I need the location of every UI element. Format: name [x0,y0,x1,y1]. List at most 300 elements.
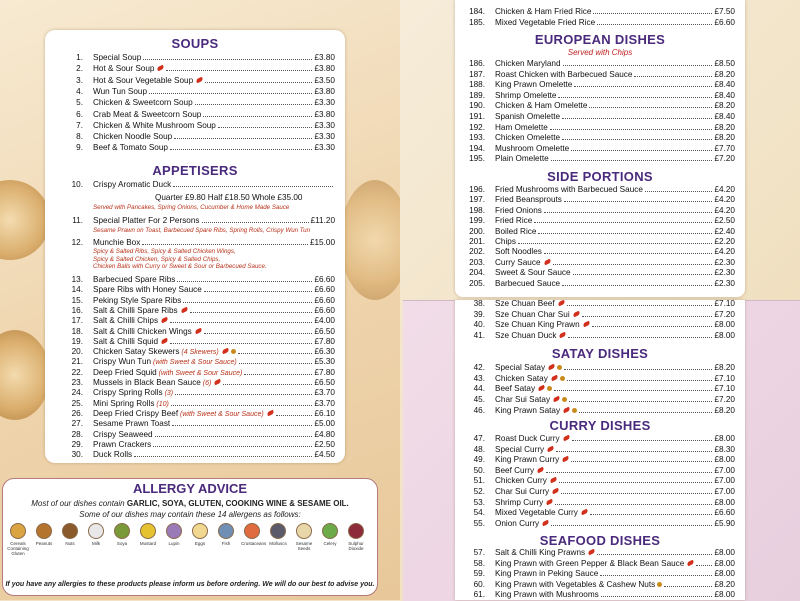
item-number: 46. [473,405,485,415]
item-price: £2.30 [714,268,735,278]
item-name-text: Duck Rolls [93,450,133,460]
chili-icon [557,300,565,307]
item-name [93,120,216,131]
item-price: £3.30 [314,98,335,108]
item-name-text: Soft Noodles [495,247,542,257]
item-name-text: Curry Sauce [495,257,541,267]
item-number: 186. [469,59,485,68]
dot-leader [202,222,309,223]
menu-item [455,132,735,143]
allergen-item [189,523,211,546]
allergen-item [33,523,55,546]
menu-item [455,184,735,195]
item-number: 200. [469,226,485,236]
chili-icon [543,259,551,266]
item-number: 7. [76,120,83,130]
chili-icon [542,520,550,527]
dot-leader [569,401,712,402]
item-name [495,184,643,195]
allergen-item [111,523,133,546]
item-extra: (with Sweet & Sour Sauce) [156,369,243,377]
dot-leader [546,472,712,473]
item-price: £6.30 [314,347,335,357]
allergen-icon [88,523,104,539]
chili-icon [194,327,202,334]
item-name [93,215,200,226]
allergen-icon [218,523,234,539]
menu-item [455,58,735,69]
item-name [495,143,569,154]
item-name-text: Munchie Box [93,238,141,247]
item-name [495,444,554,455]
menu-item [455,298,735,309]
dot-leader [170,149,312,150]
item-price: £2.50 [314,439,335,449]
dot-leader [568,337,712,338]
dot-leader [562,139,712,140]
item-number: 55. [473,518,485,528]
item-number: 54. [473,508,485,518]
item-note: Spicy & Salted Chicken, Spicy & Salted Chips, [93,255,221,263]
item-name-text: Onion Curry [495,518,540,528]
item-note: Served with Pancakes, Spring Onions, Cucumber & Home Made Sauce [93,204,290,211]
dot-leader [538,233,712,234]
allergy-advice-box [2,478,378,596]
allergen-icon [62,523,78,539]
menu-item [455,122,735,133]
chili-icon [548,364,556,371]
allergen-label: Fish [221,541,231,546]
item-name [93,52,141,63]
item-number: 1. [76,53,83,62]
menu-item [455,236,735,247]
item-number: 29. [71,439,83,449]
dot-leader [559,482,712,483]
item-name [495,79,572,90]
menu-item [55,131,335,142]
item-number: 18. [71,326,83,336]
dot-leader [550,129,712,130]
item-name-text: Mixed Vegetable Fried Rice [495,18,596,27]
menu-item [455,475,735,486]
item-price: £8.50 [714,59,735,68]
dot-leader [218,127,312,128]
dot-leader [562,118,712,119]
dot-leader [238,353,312,354]
chili-icon [538,385,546,392]
item-name-text: Hot & Sour Vegetable Soup [93,75,194,85]
item-price: £6.60 [714,18,735,27]
chili-icon [572,310,580,317]
item-number: 61. [473,590,485,600]
chili-icon [161,317,169,324]
dot-leader [634,76,712,77]
item-extra: (4 Skewers) [179,349,219,357]
item-name-text: Char Sui Curry [495,487,550,496]
menu-item [455,257,735,268]
european-side-panel [455,0,745,297]
menu-item [55,179,335,190]
item-name-text: Chicken & Ham Fried Rice [495,7,592,16]
allergen-icon [322,523,338,539]
dot-leader [567,305,712,306]
menu-item [455,100,735,111]
item-number: 194. [469,143,485,153]
item-name-text: King Prawn in Peking Sauce [495,569,599,579]
menu-item [455,267,735,278]
item-name [93,142,168,153]
item-name [495,373,565,384]
curry-heading: CURRY DISHES [549,418,651,433]
item-name-text: Spanish Omelette [495,112,561,121]
item-name-text: Salt & Chilli Chips [93,316,159,326]
dot-leader [195,104,312,105]
dot-leader [544,212,712,213]
allergen-icon [296,523,312,539]
allergen-icon [166,523,182,539]
item-name-text: Prawn Crackers [93,439,152,449]
menu-item [455,454,735,465]
item-name-text: Mussels in Black Bean Sauce [93,378,201,387]
item-number: 23. [71,378,83,387]
item-note: Chicken Balls with Curry or Sweet & Sour or Barbecued Sauce. [93,263,267,270]
item-name [93,131,172,142]
chili-icon [549,477,557,484]
item-price: £3.30 [314,143,335,153]
item-name-text: Deep Fried Squid [93,367,157,377]
item-name-text: Salt & Chilli Spare Ribs [93,305,178,315]
menu-item [55,449,335,460]
dot-leader [223,384,312,385]
dot-leader [562,285,712,286]
item-number: 185. [469,18,485,27]
item-number: 188. [469,80,485,90]
item-number: 195. [469,154,485,164]
item-name-text: King Prawn Curry [495,455,560,465]
allergen-label: Cereals Containing Gluten [7,541,29,556]
item-number: 20. [71,347,83,357]
item-name-text: Crispy Seaweed [93,429,153,439]
menu-item [455,383,735,394]
item-number: 5. [76,98,83,108]
seafood-heading: SEAFOOD DISHES [539,533,661,548]
dot-leader [166,70,312,71]
dot-leader [553,264,712,265]
item-number: 201. [469,237,485,246]
menu-item [455,433,735,444]
item-name [495,394,567,405]
item-number: 191. [469,112,485,121]
menu-item [455,153,735,164]
item-name [495,589,599,600]
menu-item [55,120,335,131]
item-price: £15.00 [309,238,335,247]
item-name-text: Chicken Noodle Soup [93,132,173,142]
menu-item [455,373,735,384]
chili-icon [157,65,165,72]
menu-item [455,362,735,373]
allergen-item [293,523,315,551]
item-name-text: King Prawn with Vegetables & Cashew Nuts [495,579,656,589]
menu-item [455,568,735,579]
item-name [93,97,193,108]
item-price: £5.90 [714,518,735,528]
chili-icon [537,467,545,474]
menu-item [455,6,735,17]
allergen-item [241,523,267,546]
dot-leader [645,191,712,192]
item-number: 17. [71,316,83,326]
item-number: 30. [71,450,83,460]
item-extra: (3) [162,390,174,398]
item-number: 197. [469,195,485,205]
item-price: £7.10 [714,373,735,383]
menu-item [55,97,335,108]
menu-item [455,69,735,80]
chili-icon [582,321,590,328]
menu-item [455,194,735,205]
dot-leader [597,554,712,555]
dot-leader [174,138,312,139]
allergen-icon [114,523,130,539]
allergen-icon [270,523,286,539]
item-number: 39. [473,309,485,319]
item-price: £7.20 [714,154,735,164]
menu-item [455,90,735,101]
item-name [93,75,203,86]
item-number: 26. [71,408,83,418]
item-price: £7.00 [714,487,735,496]
dot-leader [597,24,712,25]
item-price: £8.00 [714,434,735,443]
item-price: £6.60 [714,508,735,518]
item-price: £8.20 [714,133,735,143]
item-number: 49. [473,455,485,465]
item-price: £4.20 [714,247,735,257]
item-name [495,90,556,101]
allergen-item [7,523,29,556]
item-number: 41. [473,331,485,341]
duck-prices: Quarter £9.80 Half £18.50 Whole £35.00 [155,193,303,202]
item-name [495,298,565,309]
dot-leader [555,504,712,505]
item-extra: (10) [154,400,169,408]
item-name [495,330,566,341]
allergen-item [319,523,341,546]
item-name-text: Beef & Tomato Soup [93,143,168,153]
dot-leader [593,13,712,14]
allergy-common-ingredients: Most of our dishes contain GARLIC, SOYA, GLUTEN, COOKING WINE & SESAME OIL. [31,499,349,508]
allergen-label: Soya [116,541,128,546]
item-price: £6.50 [314,378,335,387]
dot-leader [556,451,712,452]
item-price: £7.80 [314,367,335,377]
item-name-text: Roast Chicken with Barbecued Sauce [495,69,633,79]
item-number: 184. [469,7,485,16]
dot-leader [590,514,712,515]
menu-item [455,319,735,330]
dot-leader [153,446,312,447]
item-name [495,362,562,373]
dot-leader [276,415,312,416]
chili-icon [547,445,555,452]
item-number: 14. [71,285,83,295]
dot-leader [563,65,712,66]
item-number: 192. [469,122,485,132]
item-extra: (with Sweet & Sour Sauce) [151,359,237,367]
dot-leader [175,394,312,395]
item-price: £3.70 [314,398,335,408]
item-name [93,63,164,74]
dot-leader [518,243,712,244]
item-price: £6.50 [314,326,335,336]
item-price: £3.50 [314,75,335,85]
dot-leader [143,59,312,60]
european-subtitle: Served with Chips [567,48,633,57]
dot-leader [601,596,712,597]
allergen-item [163,523,185,546]
allergen-label: Lupin [168,541,180,546]
item-number: 10. [71,180,83,189]
item-number: 190. [469,101,485,111]
menu-item [55,142,335,153]
item-price: £7.80 [314,336,335,346]
allergen-label: Eggs [194,541,206,546]
item-name-text: Boiled Rice [495,226,537,236]
dot-leader [589,107,712,108]
menu-item [455,394,735,405]
item-name [495,69,632,80]
chili-icon [214,379,222,386]
item-price: £2.30 [714,257,735,267]
item-name-text: Mushroom Omelette [495,143,570,153]
dot-leader [558,97,712,98]
item-name-text: Chicken & White Mushroom Soup [93,120,216,130]
item-name-text: Fried Mushrooms with Barbecued Sauce [495,185,643,194]
menu-item [455,465,735,476]
allergen-label: Peanuts [35,541,53,546]
item-name [495,579,662,590]
item-name-text: Chips [495,237,516,246]
menu-item [455,444,735,455]
item-number: 44. [473,384,485,394]
dot-leader [600,575,712,576]
item-price: £2.50 [714,216,735,226]
item-number: 4. [76,86,83,96]
item-name-text: Sze Chuan Duck [495,331,557,341]
nut-icon [657,582,662,587]
dot-leader [573,274,712,275]
item-name [495,58,561,69]
item-price: £8.00 [714,455,735,465]
menu-item [55,215,335,226]
item-price: £8.00 [714,548,735,557]
item-name [495,226,536,237]
item-price: £8.00 [714,569,735,579]
item-price: £7.70 [714,143,735,153]
dot-leader [204,333,312,334]
dot-leader [571,150,712,151]
menu-item [455,330,735,341]
item-name-text: King Prawn with Green Pepper & Black Bean Sauce [495,558,685,568]
allergen-label: Molluscs [269,541,287,546]
item-price: £4.50 [314,450,335,460]
dot-leader [664,586,712,587]
item-name [495,383,552,394]
item-name-text: Beef Satay [495,384,536,394]
appetisers-heading: APPETISERS [152,163,238,178]
item-price: £6.60 [314,295,335,305]
item-name-text: Chicken & Sweetcorn Soup [93,98,193,108]
dot-leader [155,436,312,437]
item-number: 199. [469,216,485,226]
item-name-text: King Prawn with Mushrooms [495,590,599,600]
item-price: £8.30 [714,444,735,454]
menu-item [455,226,735,237]
item-price: £6.10 [314,408,335,418]
menu-item [455,579,735,590]
menu-item [55,109,335,120]
item-name-text: Sesame Prawn Toast [93,419,171,429]
item-name [495,267,571,278]
nut-icon [547,386,552,391]
item-name [495,122,548,133]
item-number: 12. [71,238,83,247]
item-name-text: Chicken & Ham Omelette [495,101,588,111]
allergy-footer: If you have any allergies to these products please inform us before ordering. We will do our best to advise you. [5,581,375,588]
item-price: £5.30 [314,357,335,367]
item-number: 13. [71,275,83,284]
item-price: £3.80 [314,109,335,119]
allergen-item [85,523,107,546]
nut-icon [560,376,565,381]
allergen-icon [140,523,156,539]
allergen-icons [7,523,373,577]
item-name-text: Special Satay [495,363,546,372]
item-name-text: Hot & Sour Soup [93,64,155,74]
item-name-text: Salt & Chilli King Prawns [495,548,586,557]
item-name-text: Chicken Satay [495,373,548,383]
dot-leader [572,440,712,441]
item-price: £5.00 [314,419,335,429]
item-number: 203. [469,257,485,267]
item-number: 205. [469,278,485,288]
item-price: £2.20 [714,237,735,246]
european-heading: EUROPEAN DISHES [534,32,666,47]
chili-icon [266,410,274,417]
item-name-text: Chicken Satay Skewers [93,347,180,357]
allergen-label: Sesame Seeds [295,541,313,551]
item-number: 16. [71,305,83,315]
item-number: 43. [473,373,485,383]
menu-item [455,518,735,529]
menu-item [55,75,335,86]
item-price: £8.00 [714,558,735,568]
item-name [495,194,562,205]
item-name-text: Beef Curry [495,465,535,475]
dot-leader [172,425,312,426]
allergen-icon [244,523,260,539]
dot-leader [205,82,312,83]
item-name [495,507,588,518]
item-price: £7.00 [714,476,735,486]
chili-icon [580,509,588,516]
dot-leader [551,160,712,161]
item-price: £7.50 [714,7,735,16]
item-number: 3. [76,75,83,85]
chili-icon [559,332,567,339]
dot-leader [244,374,312,375]
